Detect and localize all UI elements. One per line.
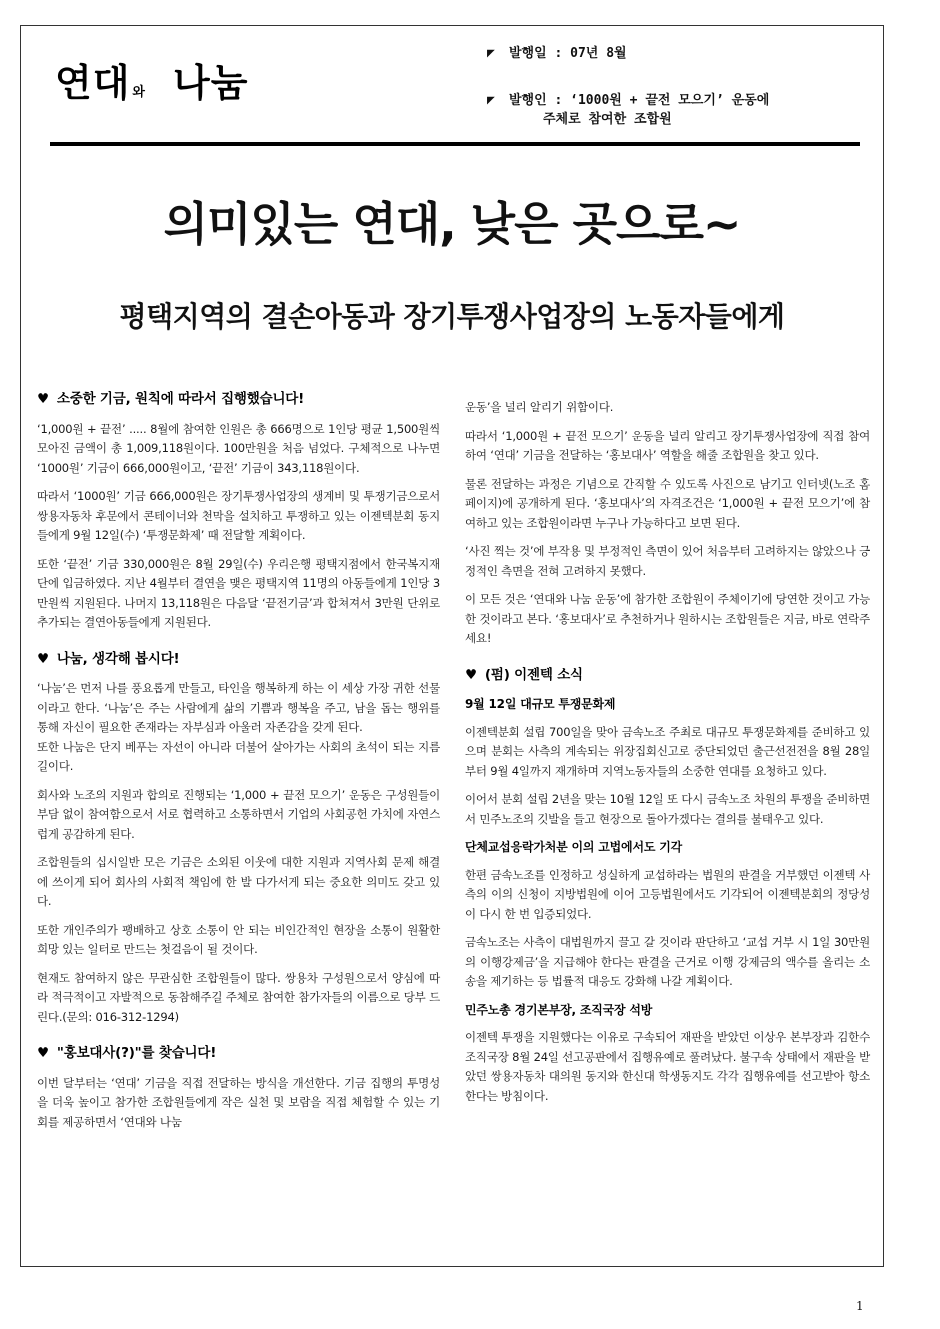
publisher-line2: 주체로 참여한 조합원 — [543, 112, 672, 127]
paragraph: 이젠텍분회 설립 700일을 맞아 금속노조 주최로 대규모 투쟁문화제를 준비하고 있으며 분회는 사측의 계속되는 위장집회신고로 중단되었던 출근선전전을 8월 28일부터 9월 4일까지 재개하며 지역노동자들의 소중한 연대를 요청하고 있다. — [465, 724, 870, 778]
arrow-icon: ◤ — [487, 46, 495, 61]
section-heading — [37, 1044, 440, 1064]
issue-date-text: 발행일 : 07년 8월 — [509, 46, 627, 61]
section-heading — [37, 390, 440, 410]
paragraph: 또한 ‘끝전’ 기금 330,000원은 8월 29일(수) 우리은행 평택지점에서 한국복지재단에 입금하였다. 지난 4월부터 결연을 맺은 평택지역 11명의 아동들에게 1인당 3만원씩 지원된다. 나머지 13,118원은 다음달 ‘끝전기금’과 합쳐져서 3만원 단위로 추가되는 결연아동들에게 지원된다. — [37, 556, 440, 629]
section-heading-text: 나눔, 생각해 봅시다! — [56, 650, 180, 667]
paragraph: 물론 전달하는 과정은 기념으로 간직할 수 있도록 사진으로 남기고 인터넷(노조 홈페이지)에 공개하게 된다. ‘홍보대사’의 자격조건은 ‘1,000원 + 끝전 모으기’에 참여하고 있는 조합원이라면 누구나 가능하다고 보면 된다. — [465, 476, 870, 530]
masthead-title-part1: 연대 — [55, 61, 131, 105]
section-heading — [37, 650, 440, 670]
publisher — [487, 91, 867, 129]
headline: 의미있는 연대, 낮은 곳으로~ — [163, 197, 741, 251]
left-column — [37, 390, 440, 1141]
heart-icon: ♥ — [37, 650, 49, 667]
paragraph: 따라서 ‘1,000원 + 끝전 모으기’ 운동을 널리 알리고 장기투쟁사업장에 직접 참여하여 ‘연대’ 기금을 전달하는 ‘홍보대사’ 역할을 해줄 조합원을 찾고 있다. — [465, 428, 870, 462]
paragraph: ‘1,000원 + 끝전’ ..... 8월에 참여한 인원은 총 666명으로 1인당 평균 1,500원씩 모아진 금액이 총 1,009,118원이다. 100만원을 처음 넘었다. 구체적으로 나누면 ‘1000원’ 기금이 666,000원이고, ‘끝전’ 기금이 343,118원이다. — [37, 421, 440, 475]
paragraph: 회사와 노조의 지원과 합의로 진행되는 ‘1,000 + 끝전 모으기’ 운동은 구성원들이 부담 없이 참여함으로서 서로 협력하고 소통하면서 기업의 사회공헌 가치에 자연스럽게 공감하게 된다. — [37, 787, 440, 841]
paragraph: 한편 금속노조를 인정하고 성실하게 교섭하라는 법원의 판결을 거부했던 이젠텍 사측의 이의 신청이 지방법원에 이어 고등법원에서도 기각되어 이젠텍분회의 정당성이 다시 한 번 입증되었다. — [465, 867, 870, 921]
paragraph: ‘나눔’은 먼저 나를 풍요롭게 만들고, 타인을 행복하게 하는 이 세상 가장 귀한 선물이라고 한다. ‘나눔’은 주는 사람에게 삶의 기쁨과 행복을 주고, 남을 돕는 행위를 통해 자신이 필요한 존재라는 자부심과 아울러 자존감을 갖게 된다. — [37, 681, 440, 734]
paragraph: 따라서 ‘1000원’ 기금 666,000원은 장기투쟁사업장의 생계비 및 투쟁기금으로서 쌍용자동차 후문에서 콘테이너와 천막을 설치하고 투쟁하고 있는 이젠텍분회 동지들에게 9월 12일(수) ‘투쟁문화제’ 때 전달할 계획이다. — [37, 489, 440, 542]
masthead-rule — [50, 142, 860, 146]
paragraph: 이번 달부터는 ‘연대’ 기금을 직접 전달하는 방식을 개선한다. 기금 집행의 투명성을 더욱 높이고 참가한 조합원들에게 작은 실천 및 보람을 직접 체험할 수 있는 기회를 제공하면서 ‘연대와 나눔 — [37, 1075, 440, 1129]
section-heading-text: 소중한 기금, 원칙에 따라서 집행했습니다! — [56, 391, 305, 407]
paragraph: 이 모든 것은 ‘연대와 나눔 운동’에 참가한 조합원이 주체이기에 당연한 것이고 가능한 것이라고 본다. ‘홍보대사’로 추천하거나 원하시는 조합원들은 지금, 바로 연락주세요! — [465, 592, 870, 645]
heart-icon: ♥ — [465, 666, 477, 683]
paragraph: ‘사진 찍는 것’에 부작용 및 부정적인 측면이 있어 처음부터 고려하지는 않았으나 긍정적인 측면을 전혀 고려하지 못했다. — [465, 544, 870, 578]
page-number: 1 — [856, 1299, 864, 1313]
issue-date — [487, 44, 867, 63]
paragraph: 이젠텍 투쟁을 지원했다는 이유로 구속되어 재판을 받았던 이상우 본부장과 김한수 조직국장 8월 24일 선고공판에서 집행유예로 풀려났다. 불구속 상태에서 재판을 받았던 쌍용자동차 대의원 동지와 한신대 학생동지도 각각 집행유예를 선고받아 항소한다는 방침이다. — [465, 1030, 870, 1103]
publisher-line1: 발행인 : ‘1000원 + 끝전 모으기’ 운동에 — [509, 93, 770, 108]
masthead-title-conj: 와 — [132, 85, 145, 100]
paragraph: 또한 개인주의가 팽배하고 상호 소통이 안 되는 비인간적인 현장을 소통이 원활한 희망 있는 일터로 만드는 첫걸음이 될 것이다. — [37, 922, 440, 956]
paragraph: 운동’을 널리 알리기 위함이다. — [465, 400, 614, 414]
masthead-title — [55, 52, 248, 107]
paragraph: 현재도 참여하지 않은 무관심한 조합원들이 많다. 쌍용차 구성원으로서 양심에 따라 적극적이고 자발적으로 동참해주길 주체로 참여한 참가자들의 이름으로 당부 드린다.(문의: 016-312-1294) — [37, 970, 440, 1024]
masthead-title-part2: 나눔 — [172, 61, 249, 105]
heart-icon: ♥ — [37, 391, 49, 407]
section-heading-text: "홍보대사(?)"를 찾습니다! — [56, 1045, 217, 1061]
section-heading — [465, 666, 870, 686]
arrow-icon: ◤ — [487, 93, 495, 108]
subsection-heading: 단체교섭응락가처분 이의 고법에서도 기각 — [465, 840, 682, 854]
paragraph: 금속노조는 사측이 대법원까지 끌고 갈 것이라 판단하고 ‘교섭 거부 시 1일 30만원의 이행강제금’을 지급해야 한다는 판결을 근거로 이행 강제금의 액수를 올리는 소송을 제기하는 등 법률적 대응도 강화해 나갈 계획이다. — [465, 935, 870, 988]
section-heading-text: (펌) 이젠텍 소식 — [484, 666, 583, 683]
paragraph: 이어서 분회 설립 2년을 맞는 10월 12일 또 다시 금속노조 차원의 투쟁을 준비하면서 민주노조의 깃발을 들고 현장으로 돌아가겠다는 결의를 불태우고 있다. — [465, 792, 870, 826]
paragraph: 또한 나눔은 단지 베푸는 자선이 아니라 더불어 살아가는 사회의 초석이 되는 지름길이다. — [37, 739, 440, 773]
paragraph: 조합원들의 십시일반 모은 기금은 소외된 이웃에 대한 지원과 지역사회 문제 해결에 쓰이게 되어 회사의 사회적 책임에 한 발 다가서게 되는 중요한 의미도 갖고 있다. — [37, 855, 440, 908]
subheadline: 평택지역의 결손아동과 장기투쟁사업장의 노동자들에게 — [119, 300, 785, 333]
right-column — [465, 398, 870, 1115]
heart-icon: ♥ — [37, 1045, 49, 1061]
subsection-heading: 민주노총 경기본부장, 조직국장 석방 — [465, 1002, 653, 1017]
subsection-heading: 9월 12일 대규모 투쟁문화제 — [465, 697, 616, 711]
